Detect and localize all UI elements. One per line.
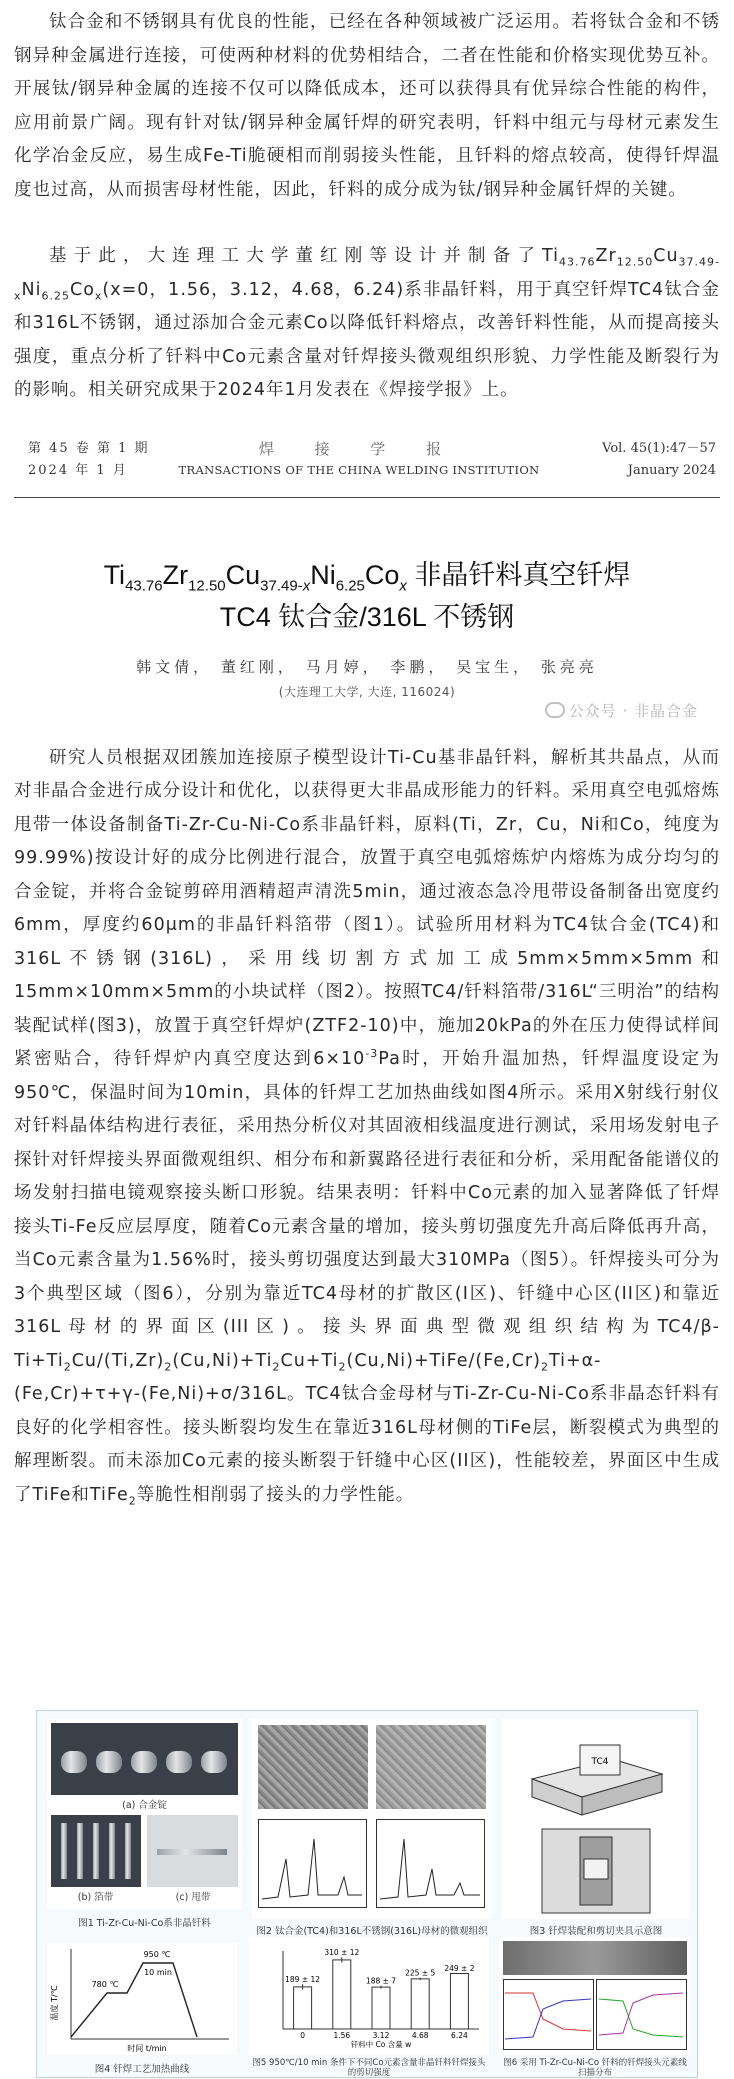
formula-ni-sub: 6.25	[41, 289, 70, 302]
figure-5	[249, 1937, 489, 2055]
fig2-tc4-micrograph	[258, 1725, 368, 1809]
figure-1	[47, 1719, 242, 1909]
fig1-ingots-photo	[51, 1723, 238, 1795]
body-exponent: -3	[365, 1047, 379, 1061]
body-text-7: Ti+α-(Fe,Cr)+τ+γ-(Fe,Ni)+σ/316L。TC4钛合金母材与Ti-Zr-Cu-Ni-Co系非晶态钎料有良好的化学相容性。接头断裂均发生在靠近316L母材侧的TiFe层，断裂模式为典型的解理断裂。而未添加Co元素的接头断裂于钎缝中心区(II区)，性能较差，界面区中生成了TiFe和TiFe	[14, 1350, 720, 1505]
body-sub-f: 2	[128, 1494, 137, 1507]
fig4-xlabel: 时间 t/min	[127, 2044, 167, 2053]
title-co-x: x	[399, 576, 407, 594]
fig5-tick-label: 3.12	[372, 2031, 390, 2040]
fig4-ylabel: 温度 T/℃	[50, 1985, 59, 2021]
intro-paragraph-2	[0, 240, 734, 408]
body-text-2: Pa时，开始升温加热，钎焊温度设定为950℃，保温时间为10min，具体的钎焊工艺加热曲线如图4所示。采用X射线行射仪对钎料晶体结构进行表征，采用热分析仪对其固液相线温度进行测试，采用场发射电子探针对钎焊接头界面微观组织、相分布和新翼路径进行表征和分析，采用配备能谱仪的场发射扫描电镜观察接头断口形貌。结果表明：钎料中Co元素的加入显著降低了钎焊接头Ti-Fe反应层厚度，随着Co元素含量的增加，接头剪切强度先升高后降低再升高，当Co元素含量为1.56%时，接头剪切强度达到最大310MPa（图5）。钎焊接头可分为3个典型区域（图6），分别为靠近TC4母材的扩散区(I区)、钎缝中心区(II区)和靠近316L母材的界面区(III区)。接头界面典型微观组织结构为TC4/β-Ti+Ti	[14, 1049, 720, 1371]
article-title	[0, 556, 734, 636]
fig4-temp-label: 950 ℃	[143, 1950, 171, 1959]
fig3-tc4-label: TC4	[591, 1757, 609, 1767]
intro-p2-b: (x=0，1.56，3.12，4.68，6.24)系非晶钎料，用于真空钎焊TC4钛合金和316L不锈钢，通过添加合金元素Co以降低钎料熔点，改善钎料性能，从而提高接头强度，重点分析了钎料中Co元素含量对钎焊接头微观组织形貌、力学性能及断裂行为的影响。相关研究成果于2024年1月发表在《焊接学报》上。	[14, 279, 720, 400]
body-text-6: (Cu,Ni)+TiFe/(Fe,Cr)	[346, 1350, 541, 1371]
fig5-bar	[372, 1987, 390, 2029]
fig5-bar	[333, 1960, 351, 2029]
journal-name	[174, 438, 544, 480]
journal-volume-en	[602, 438, 716, 482]
fig4-hold-label: 10 min	[144, 1968, 172, 1977]
fig6-sem-image	[503, 1941, 687, 1975]
journal-header	[14, 436, 720, 498]
body-text-3: Cu/(Ti,Zr)	[71, 1350, 165, 1371]
fig1-sub-b: (b) 箔带	[77, 1892, 114, 1903]
formula-co-sub: x	[94, 289, 103, 302]
fig2-316l-micrograph	[376, 1725, 486, 1809]
body-sub-c: 2	[272, 1360, 281, 1373]
title-zr-sub: 12.50	[188, 576, 226, 594]
title-ni: Ni	[310, 559, 336, 590]
formula-cu: Cu	[653, 246, 679, 266]
fig6-line-scan	[503, 1979, 687, 2051]
fig1-spinning-photo	[147, 1815, 238, 1887]
fig5-tick-label: 4.68	[411, 2031, 429, 2040]
body-sub-a: 2	[63, 1360, 72, 1373]
fig5-data-label: 249 ± 2	[444, 1964, 475, 1974]
fig5-bar	[294, 1987, 312, 2029]
journal-year-month: 2024 年 1 月	[28, 462, 128, 478]
figure-3	[502, 1719, 690, 1919]
fig1-sub-c: (c) 甩带	[175, 1892, 211, 1903]
fig1-caption: 图1 Ti-Zr-Cu-Ni-Co系非晶钎料	[78, 1918, 211, 1929]
journal-date-en: January 2024	[627, 462, 716, 478]
title-cu-sub	[260, 577, 310, 594]
fig5-data-label: 189 ± 12	[285, 1975, 321, 1985]
body-paragraph	[0, 742, 734, 1513]
fig4-t1-label: 780 ℃	[91, 1980, 119, 1989]
fig1-sub-a: (a) 合金锭	[122, 1800, 167, 1811]
journal-issue	[28, 438, 149, 482]
title-co: Co	[364, 559, 400, 590]
figure-panel	[36, 1710, 698, 2078]
formula-co: Co	[69, 279, 95, 300]
fig5-caption: 图5 950℃/10 min 条件下不同Co元素含量非晶钎料钎焊接头的剪切强度	[252, 2058, 486, 2078]
title-cu: Cu	[225, 559, 261, 590]
title-tail: 非晶钎料真空钎焊	[406, 559, 631, 590]
fig5-data-label: 225 ± 5	[405, 1968, 436, 1978]
fig4-heating-curve	[47, 1943, 237, 2055]
journal-vol-issue: 第 45 卷 第 1 期	[28, 440, 150, 456]
fig6-caption: 图6 采用 Ti-Zr-Cu-Ni-Co 钎料的钎焊接头元素线扫描分布	[503, 2058, 687, 2078]
title-cu-x: x	[302, 576, 311, 594]
figure-4	[47, 1943, 237, 2055]
journal-vol-en: Vol. 45(1):47－57	[602, 440, 716, 456]
fig4-caption: 图4 钎焊工艺加热曲线	[94, 2064, 190, 2075]
formula-cu-x: x	[14, 289, 22, 302]
formula-ti: 43.76	[559, 255, 596, 269]
fig2-caption: 图2 钛合金(TC4)和316L不锈钢(316L)母材的微观组织	[256, 1926, 488, 1937]
title-ti-sub: 43.76	[125, 576, 163, 594]
intro-p2-a: 基于此，大连理工大学董红刚等设计并制备了Ti	[49, 246, 560, 266]
title-zr: Zr	[162, 559, 189, 590]
figure-6	[499, 1937, 691, 2055]
body-sub-d: 2	[338, 1360, 347, 1373]
formula-zr-sub: 12.50	[616, 255, 654, 269]
article-title-line1: $Ti_{43.76}Zr_{12.50}Cu_{37.49-x}Ni_{6.25}Co_x$ 非晶钎料真空钎焊	[103, 559, 631, 594]
fig3-assembly-diagram	[502, 1719, 690, 1919]
formula-ni: Ni	[21, 279, 42, 300]
watermark	[545, 700, 698, 721]
fig5-tick-label: 1.56	[333, 2031, 351, 2040]
journal-name-en: TRANSACTIONS OF THE CHINA WELDING INSTITUTION	[178, 462, 540, 477]
journal-name-cn: 焊 接 学 报	[258, 439, 460, 458]
title-co-sub	[399, 577, 407, 594]
body-text-4: (Cu,Ni)+Ti	[172, 1350, 273, 1371]
fig3-caption: 图3 钎焊装配和剪切夹具示意图	[529, 1926, 663, 1937]
intro-paragraph-1: 钛合金和不锈钢具有优良的性能，已经在各种领域被广泛运用。若将钛合金和不锈钢异种金属进行连接，可使两种材料的优势相结合，二者在性能和价格实现优势互补。开展钛/钢异种金属的连接不仅可以降低成本，还可以获得具有优异综合性能的构件，应用前景广阔。现有针对钛/钢异种金属钎焊的研究表明，钎料中组元与母材元素发生化学冶金反应，易生成Fe-Ti脆硬相而削弱接头性能，且钎料的熔点较高，使得钎焊温度也过高，从而损害母材性能，因此，钎料的成分成为钛/钢异种金属钎焊的关键。	[14, 12, 720, 200]
fig5-xlabel: 钎料中 Co 含量 w	[350, 2040, 412, 2049]
body-sub-b: 2	[164, 1360, 173, 1373]
body-text-8: 等脆性相削弱了接头的力学性能。	[136, 1484, 415, 1505]
wechat-icon	[545, 702, 565, 718]
body-text-1: 研究人员根据双团簇加连接原子模型设计Ti-Cu基非晶钎料，解析其共晶点，从而对非晶合金进行成分设计和优化，以获得更大非晶成形能力的钎料。采用真空电弧熔炼甩带一体设备制备Ti-Zr-Cu-Ni-Co系非晶钎料，原料(Ti，Zr，Cu，Ni和Co，纯度为99.99%)按设计好的成分比例进行混合，放置于真空电弧熔炼炉内熔炼为成分均匀的合金锭，并将合金锭剪碎用酒精超声清洗5min，通过液态急冷甩带设备制备出宽度约6mm，厚度约60μm的非晶钎料箔带（图1）。试验所用材料为TC4钛合金(TC4)和316L不锈钢(316L)，采用线切割方式加工成5mm×5mm×5mm和15mm×10mm×5mm的小块试样（图2）。按照TC4/钎料箔带/316L“三明治”的结构装配试样(图3)，放置于真空钎焊炉(ZTF2-10)中，施加20kPa的外在压力使得试样间紧密贴合，待钎焊炉内真空度达到6×10	[14, 747, 720, 1069]
fig5-tick-label: 6.24	[451, 2031, 468, 2040]
title-cu-num: 37.49-	[260, 576, 303, 594]
fig5-bar	[450, 1974, 468, 2029]
body-text-5: Cu+Ti	[280, 1350, 339, 1371]
fig5-tick-label: 0	[300, 2031, 305, 2040]
figure-2	[252, 1719, 492, 1919]
fig1-ribbons-photo	[51, 1815, 141, 1887]
watermark-text: 公众号 · 非晶合金	[568, 702, 698, 720]
title-ni-sub: 6.25	[335, 576, 365, 594]
fig5-data-label: 310 ± 12	[324, 1948, 360, 1958]
affiliation: (大连理工大学, 大连, 116024)	[278, 684, 456, 699]
fig5-shear-strength-chart	[249, 1937, 489, 2055]
article-title-line2: TC4 钛合金/316L 不锈钢	[219, 601, 515, 632]
fig2-xrd-patterns	[258, 1819, 486, 1911]
body-sub-e: 2	[540, 1360, 549, 1373]
formula-zr: Zr	[595, 246, 617, 266]
fig5-bar	[411, 1979, 429, 2029]
fig5-data-label: 188 ± 7	[365, 1976, 397, 1986]
authors: 韩文倩， 董红刚， 马月婷， 李鹏， 吴宝生， 张亮亮	[136, 657, 598, 676]
formula-cu-num: 37.49-	[678, 255, 720, 269]
